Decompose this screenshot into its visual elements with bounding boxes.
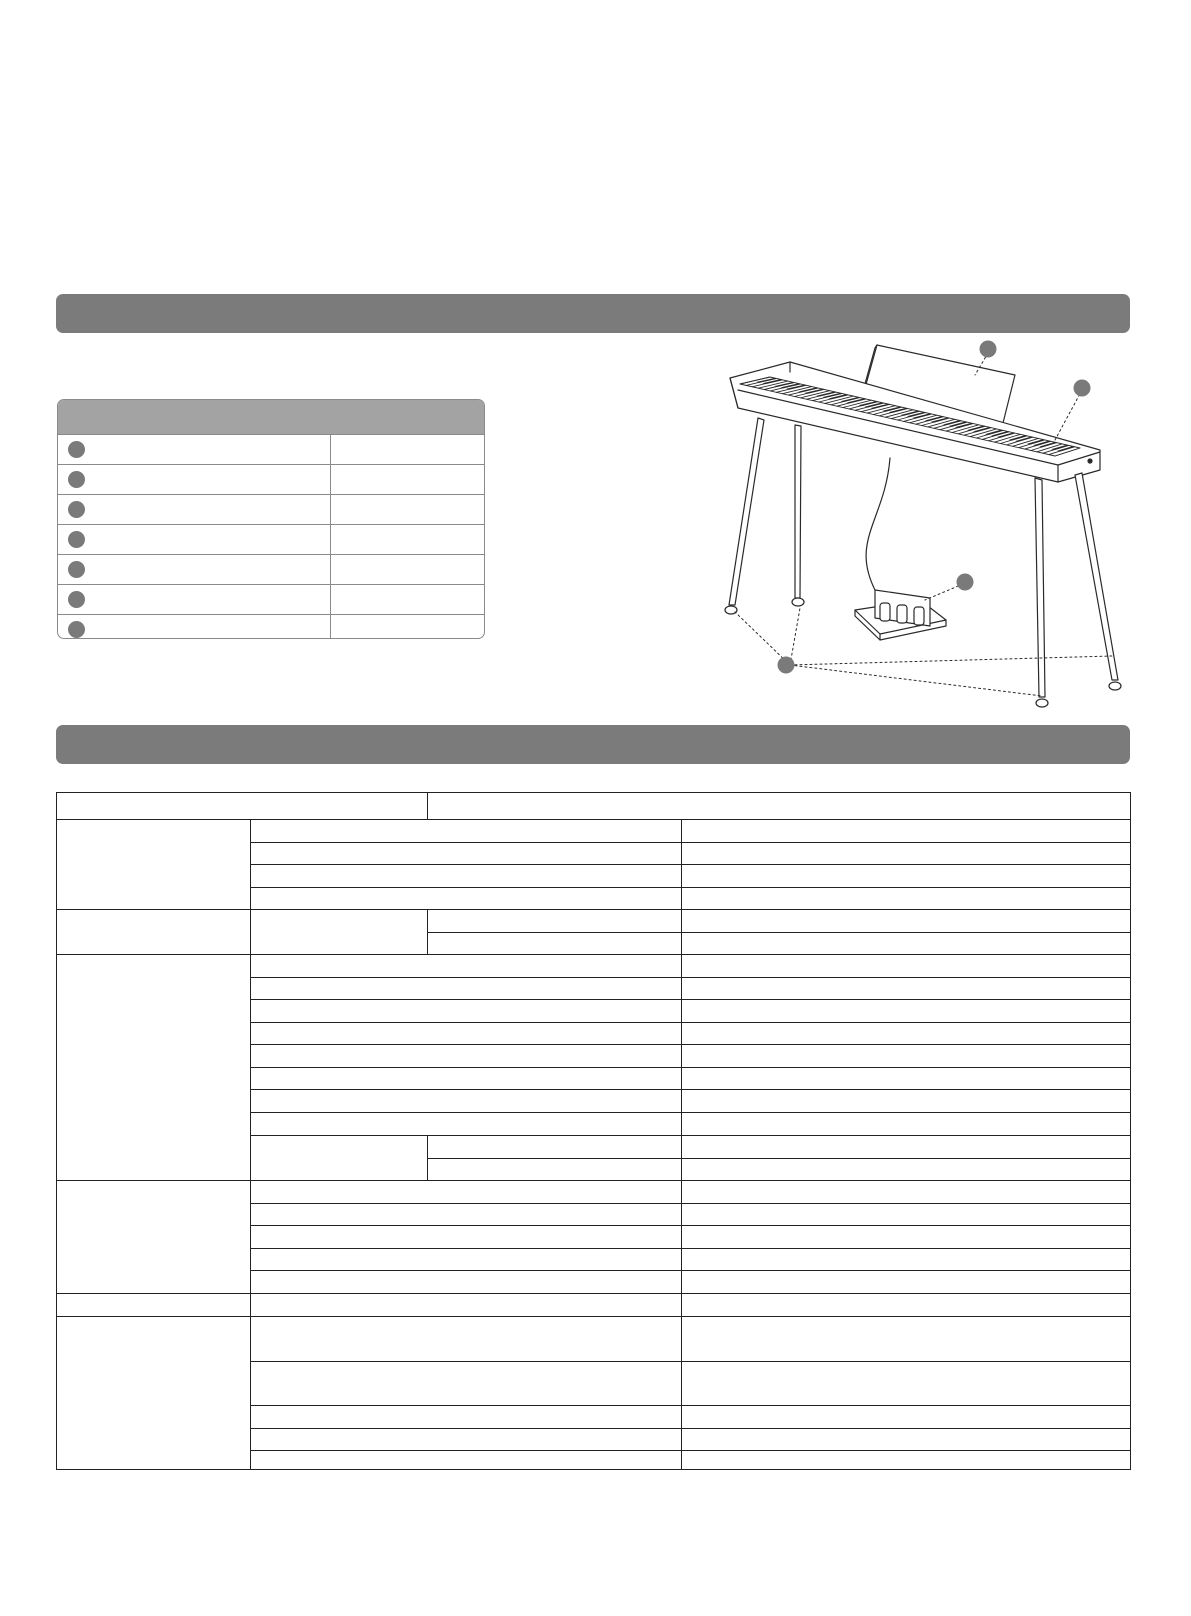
- parts-row: [58, 524, 484, 554]
- callout-badge-music-rest: [980, 341, 997, 358]
- callout-number-badge: [68, 591, 85, 608]
- parts-row: [58, 464, 484, 494]
- callout-number-badge: [68, 501, 85, 518]
- parts-row: [58, 584, 484, 614]
- callout-number-badge: [68, 531, 85, 548]
- callout-number-badge: [68, 441, 85, 458]
- callout-number-badge: [68, 561, 85, 578]
- callout-badge-pedal: [957, 574, 974, 591]
- specifications-grid: [56, 792, 1132, 1472]
- parts-row: [58, 494, 484, 524]
- callout-badge-piano-body: [1074, 380, 1091, 397]
- parts-row: [58, 614, 484, 639]
- parts-list-table: [57, 399, 485, 639]
- section-header-specifications: [56, 725, 1130, 764]
- parts-row: [58, 554, 484, 584]
- callout-number-badge: [68, 621, 85, 638]
- pedal-cable: [866, 458, 890, 590]
- pedal-unit: [855, 590, 946, 640]
- callout-number-badge: [68, 471, 85, 488]
- digital-piano-illustration: [700, 335, 1130, 720]
- parts-table-header: [58, 400, 484, 434]
- callout-badge-legs: [778, 657, 795, 674]
- parts-row: [58, 434, 484, 464]
- section-header-parts: [56, 294, 1130, 333]
